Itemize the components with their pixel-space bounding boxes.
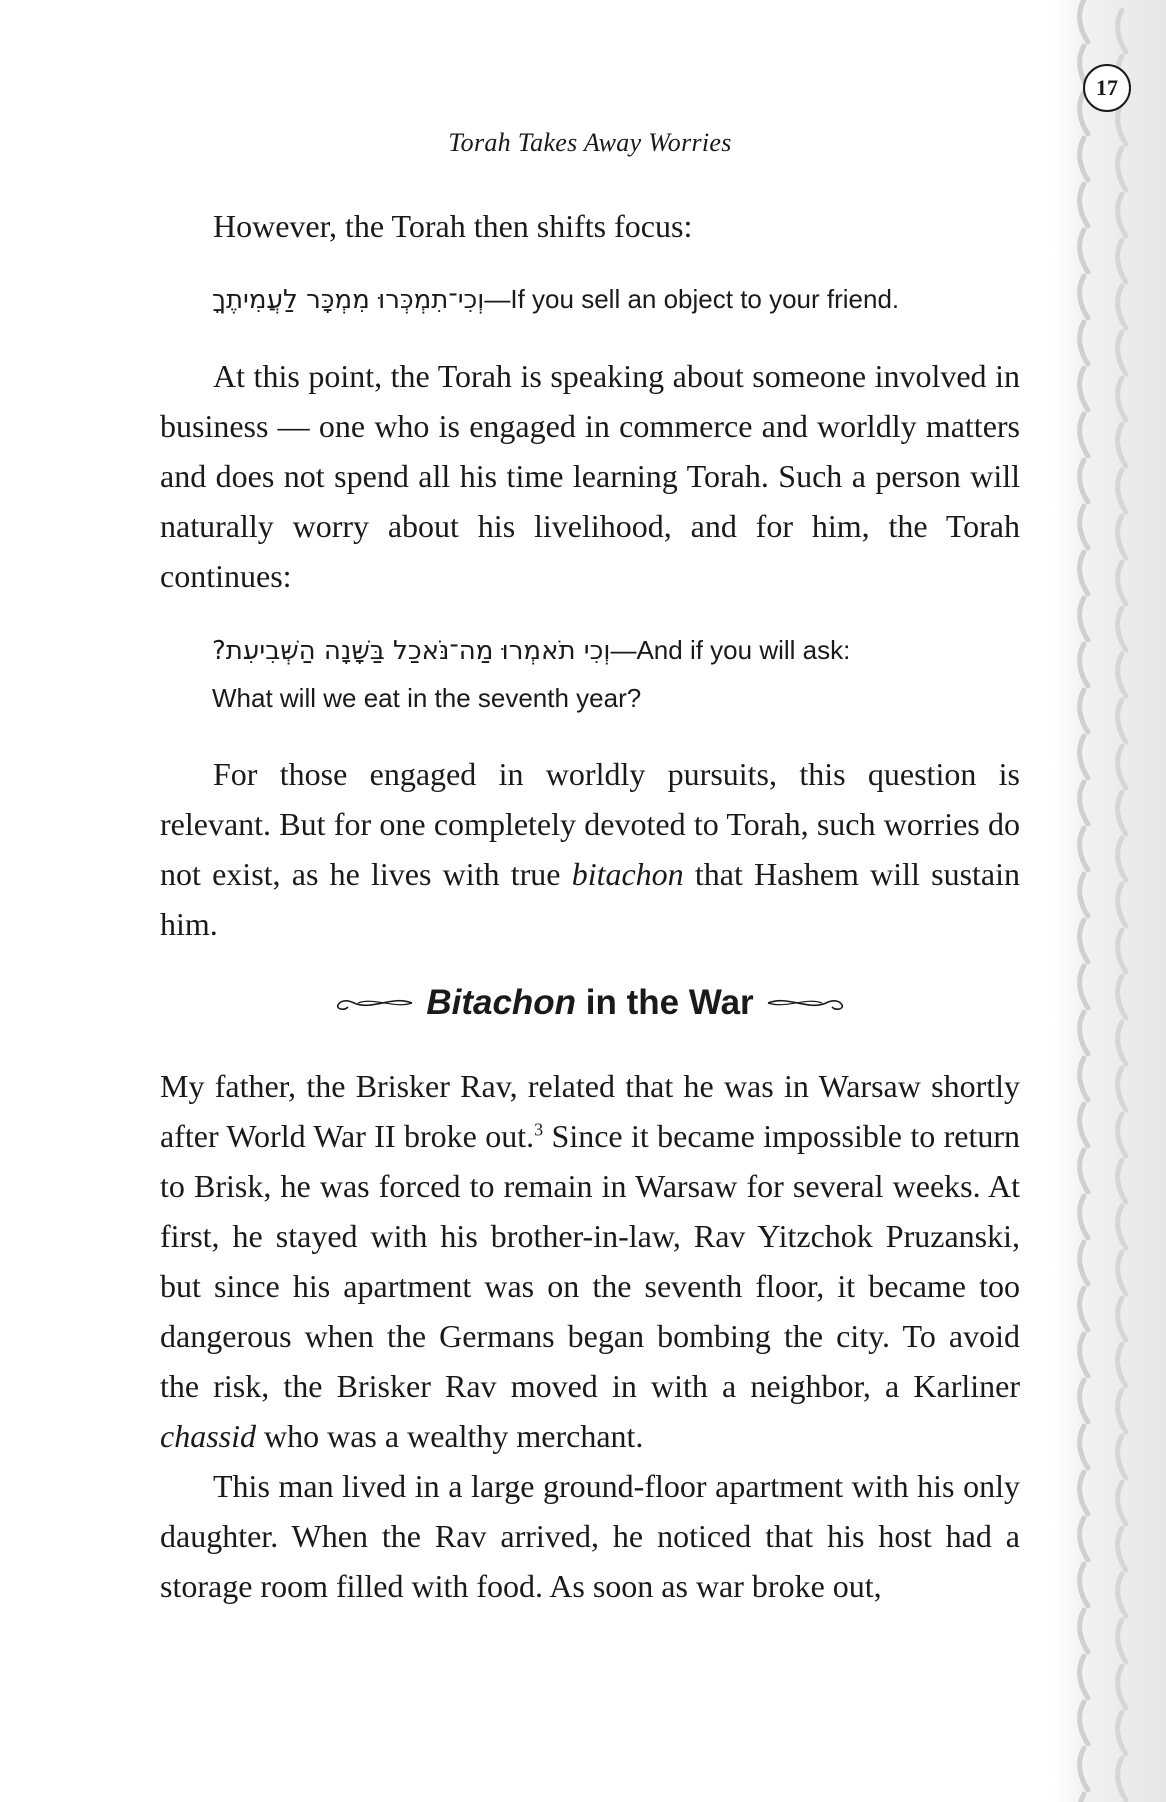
left-flourish-icon: [332, 991, 414, 1015]
paragraph-host: This man lived in a large ground-floor apartment with his only daughter. When the Rav arrived, he noticed that his host had a storage room filled with food. As soon as war broke out,: [160, 1468, 1020, 1604]
running-head: Torah Takes Away Worries: [448, 128, 732, 157]
page-edge-decoration: [1054, 0, 1166, 1802]
right-flourish-icon: [766, 991, 848, 1015]
section-heading: [160, 983, 1020, 1023]
heading-italic: Bitachon: [426, 983, 577, 1022]
quote-dash: —: [484, 284, 511, 314]
paragraph-business: At this point, the Torah is speaking about someone involved in business — one who is engaged in commerce and worldly matters and does not spend all his time learning Torah. Such a person will naturally worry about his livelihood, and for him, the Torah continues:: [160, 358, 1020, 594]
italic-term: bitachon: [571, 856, 684, 892]
italic-term: chassid: [160, 1418, 256, 1454]
paragraph-worldly: For those engaged in worldly pursuits, this question is relevant. But for one completely devoted to Torah, such worries do not exist, as he lives with true bitachon that Hashem will sustain him.: [160, 756, 1020, 942]
page-number: 17: [1083, 64, 1131, 112]
paragraph-warsaw: My father, the Brisker Rav, related that he was in Warsaw shortly after World War II broke out.$^3$ Since it became impossible to return to Brisk, he was forced to remain in Warsaw for several weeks. At first, he stayed with his brother-in-law, Rav Yitzchok Pruzanski, but since his apartment was on the seventh floor, it became too dangerous when the Germans began bombing the city. To avoid the risk, the Brisker Rav moved in with a neighbor, a Karliner chassid who was a wealthy merchant.: [160, 1068, 1021, 1454]
quote-translation-line2: What will we eat in the seventh year?: [212, 683, 642, 713]
footnote-marker: 3: [534, 1119, 544, 1140]
quote-hebrew: וְכִי־תִמְכְּרוּ מִמְכָּר לַעֲמִיתֶךָ: [212, 285, 485, 315]
quote-translation: If you sell an object to your friend.: [510, 284, 900, 314]
quote-sell: [212, 276, 1012, 324]
quote-dash: —: [610, 635, 637, 665]
paragraph-intro: However, the Torah then shifts focus:: [213, 208, 693, 244]
heading-rest: in the War: [576, 983, 754, 1022]
quote-seventh-year: [212, 627, 1012, 722]
quote-translation-line1: And if you will ask:: [636, 635, 851, 665]
quote-hebrew: וְכִי תֹאמְרוּ מַה־נֹּאכַל בַּשָּׁנָה הַשְּׁבִיעִת?: [212, 636, 611, 666]
